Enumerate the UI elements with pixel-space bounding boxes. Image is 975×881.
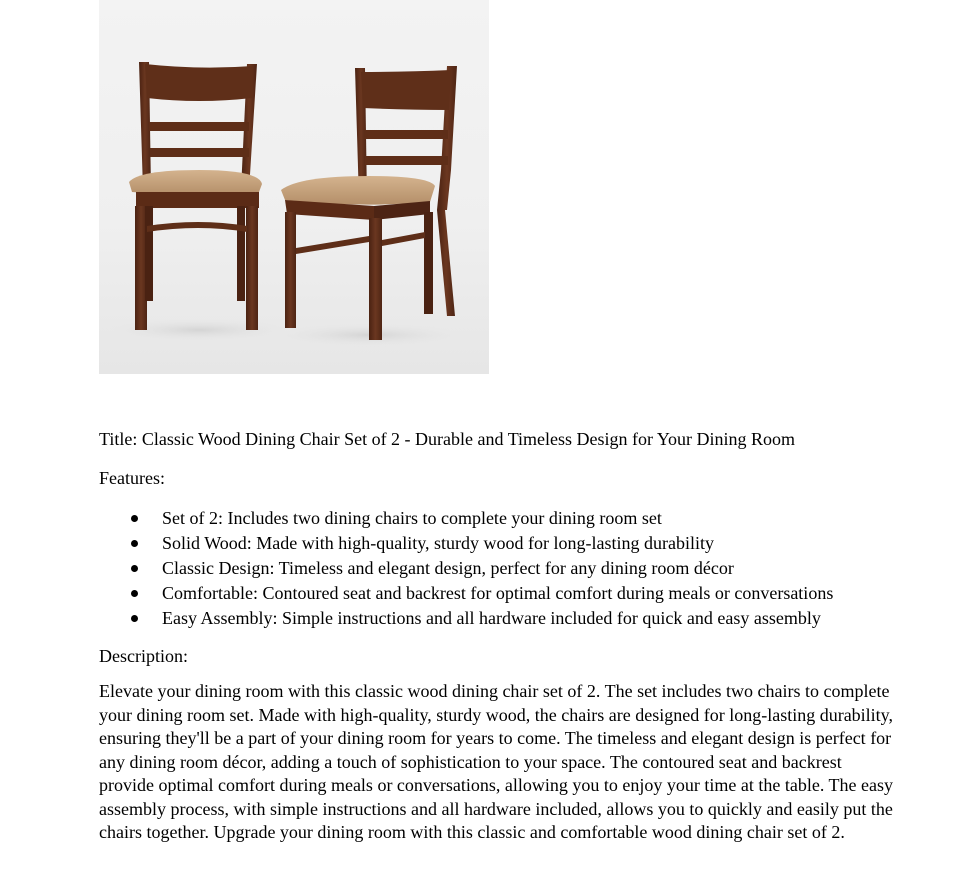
features-heading: Features: bbox=[99, 468, 165, 488]
features-list bbox=[99, 506, 959, 631]
feature-text: Set of 2: Includes two dining chairs to complete your dining room set bbox=[162, 508, 662, 528]
bullet-icon bbox=[131, 615, 138, 622]
list-item bbox=[99, 531, 959, 556]
product-title: Title: Classic Wood Dining Chair Set of 2 - Durable and Timeless Design for Your Dining Room bbox=[99, 429, 796, 449]
description-heading: Description: bbox=[99, 646, 188, 666]
list-item bbox=[99, 506, 959, 531]
bullet-icon bbox=[131, 540, 138, 547]
feature-text: Easy Assembly: Simple instructions and all hardware included for quick and easy assembly bbox=[162, 608, 821, 628]
left-chair bbox=[129, 62, 262, 330]
list-item bbox=[99, 581, 959, 606]
feature-text: Comfortable: Contoured seat and backrest for optimal comfort during meals or conversations bbox=[162, 583, 834, 603]
list-item bbox=[99, 556, 959, 581]
bullet-icon bbox=[131, 565, 138, 572]
bullet-icon bbox=[131, 590, 138, 597]
feature-text: Classic Design: Timeless and elegant design, perfect for any dining room décor bbox=[162, 558, 734, 578]
description-text: Elevate your dining room with this classic wood dining chair set of 2. The set includes two chairs to complete your dining room set. Made with high-quality, sturdy wood, the chairs are designed for long-lasting durability, ensuring they'll be a part of your dining room for years to come. The timeless and elegant design is perfect for any dining room décor, adding a touch of sophistication to your space. The contoured seat and backrest provide optimal comfort during meals or conversations, allowing you to enjoy your time at the table. The easy assembly process, with simple instructions and all hardware included, allows you to quickly and easily put the chairs together. Upgrade your dining room with this classic and comfortable wood dining chair set of 2. bbox=[99, 681, 894, 842]
dining-chairs-photo-icon bbox=[99, 0, 489, 374]
bullet-icon bbox=[131, 515, 138, 522]
right-chair bbox=[281, 66, 457, 340]
feature-text: Solid Wood: Made with high-quality, sturdy wood for long-lasting durability bbox=[162, 533, 715, 553]
product-image bbox=[99, 0, 489, 374]
list-item bbox=[99, 606, 959, 631]
